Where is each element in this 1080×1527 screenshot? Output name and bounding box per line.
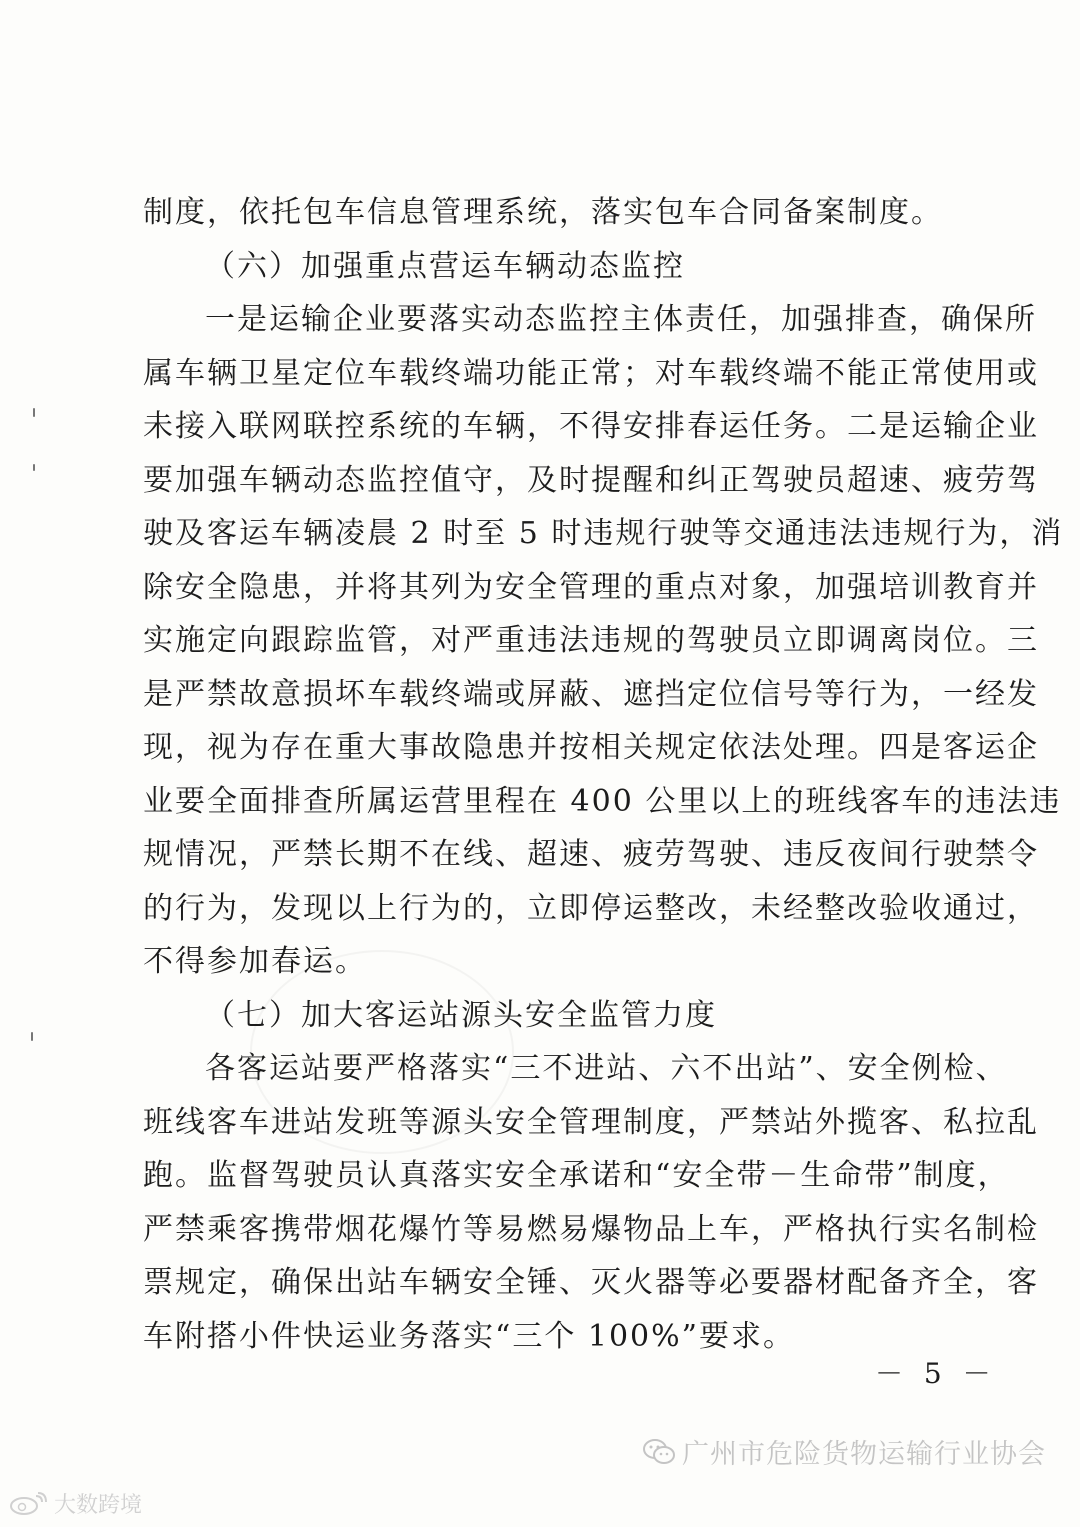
- paragraph-line: 要加强车辆动态监控值守，及时提醒和纠正驾驶员超速、疲劳驾: [143, 462, 1039, 498]
- document-body: [143, 186, 1064, 1363]
- paragraph-line: 业要全面排查所属运营里程在 400 公里以上的班线客车的违法违: [143, 783, 1062, 819]
- paragraph-line: 属车辆卫星定位车载终端功能正常；对车载终端不能正常使用或: [143, 355, 1039, 391]
- scan-artifact: [31, 1032, 33, 1041]
- section-heading-6: （六）加强重点营运车辆动态监控: [205, 248, 685, 284]
- paragraph-line: 是严禁故意损坏车载终端或屏蔽、遮挡定位信号等行为，一经发: [143, 676, 1039, 712]
- paragraph-line: 班线客车进站发班等源头安全管理制度，严禁站外揽客、私拉乱: [143, 1104, 1039, 1140]
- section-heading-7: （七）加大客运站源头安全监管力度: [205, 997, 717, 1033]
- paragraph-line: 驶及客运车辆凌晨 2 时至 5 时违规行驶等交通违法违规行为，消: [143, 516, 1064, 551]
- page-number: － 5 －: [875, 1357, 997, 1390]
- paragraph-line: 车附搭小件快运业务落实“三个 100%”要求。: [143, 1318, 795, 1354]
- watermark-site-name: 大数跨境: [54, 1493, 143, 1518]
- wechat-icon: [642, 1438, 676, 1466]
- weibo-icon: [8, 1492, 48, 1516]
- paragraph-line: 的行为，发现以上行为的，立即停运整改，未经整改验收通过，: [143, 890, 1039, 926]
- paragraph-line: 规情况，严禁长期不在线、超速、疲劳驾驶、违反夜间行驶禁令: [143, 837, 1039, 872]
- paragraph-line: 一是运输企业要落实动态监控主体责任，加强排查，确保所: [205, 302, 1037, 337]
- site-watermark: [8, 1488, 142, 1519]
- watermark-org-name: 广州市危险货物运输行业协会: [682, 1439, 1046, 1470]
- paragraph-line: 实施定向跟踪监管，对严重违法违规的驾驶员立即调离岗位。三: [143, 623, 1039, 658]
- paragraph-line: 不得参加春运。: [143, 944, 367, 979]
- scan-artifact: [33, 408, 35, 417]
- paragraph-line: 票规定，确保出站车辆安全锤、灭火器等必要器材配备齐全，客: [143, 1265, 1039, 1300]
- paragraph-line: 跑。监督驾驶员认真落实安全承诺和“安全带－生命带”制度，: [143, 1158, 1010, 1193]
- paragraph-line: 制度，依托包车信息管理系统，落实包车合同备案制度。: [143, 195, 943, 230]
- scan-artifact: [33, 464, 35, 471]
- paragraph-line: 严禁乘客携带烟花爆竹等易燃易爆物品上车，严格执行实名制检: [143, 1211, 1039, 1247]
- paragraph-line: 各客运站要严格落实“三不进站、六不出站”、安全例检、: [205, 1051, 1008, 1086]
- paragraph-line: 未接入联网联控系统的车辆，不得安排春运任务。二是运输企业: [143, 409, 1039, 444]
- paragraph-line: 除安全隐患，并将其列为安全管理的重点对象，加强培训教育并: [143, 569, 1039, 605]
- wechat-watermark: [642, 1432, 1046, 1471]
- paragraph-line: 现，视为存在重大事故隐患并按相关规定依法处理。四是客运企: [143, 730, 1039, 765]
